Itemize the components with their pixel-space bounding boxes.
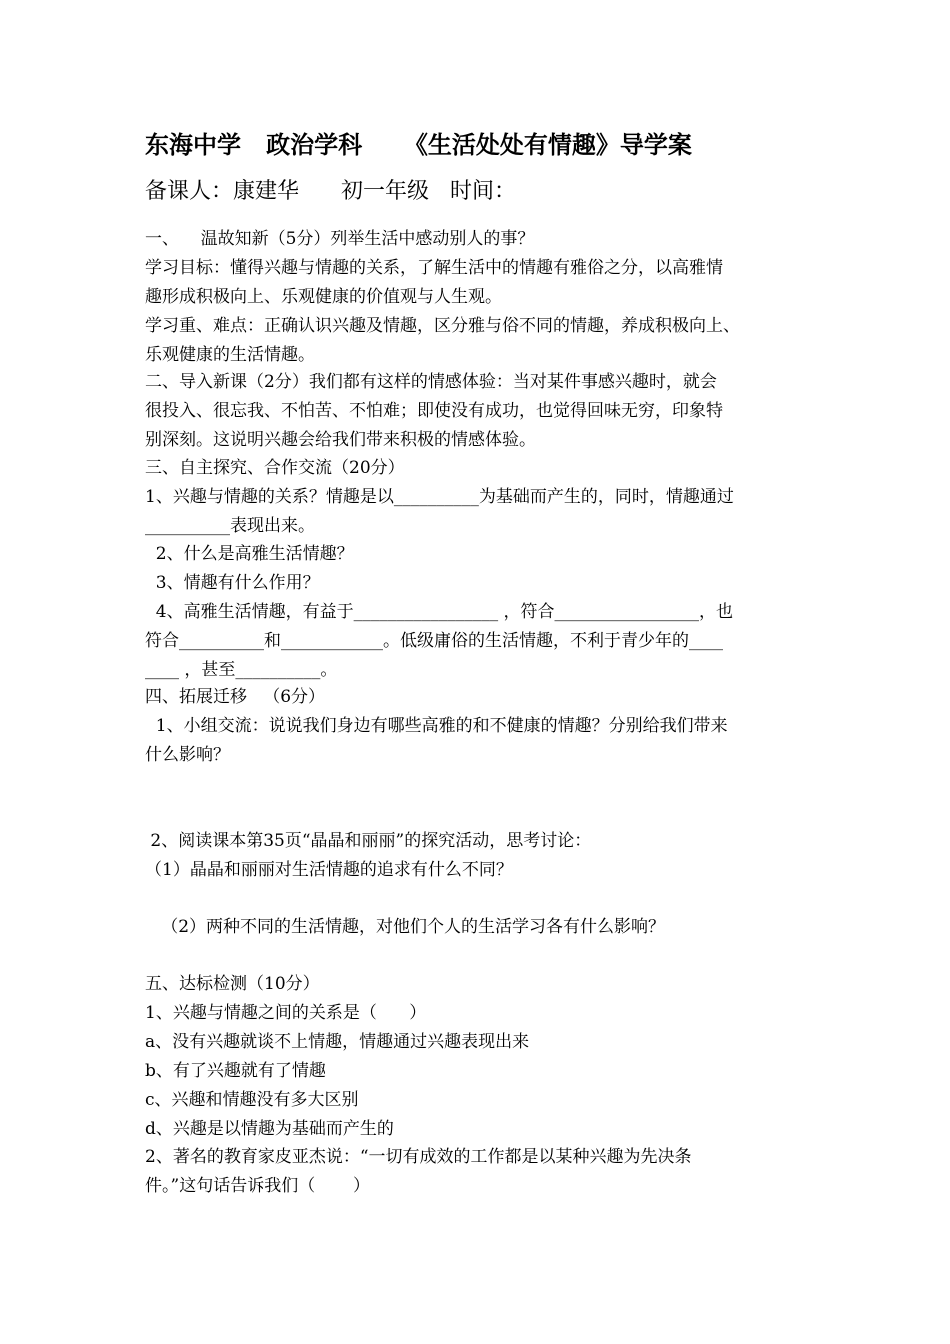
question-4-2-sub-2: （2）两种不同的生活情趣，对他们个人的生活学习各有什么影响？ — [145, 917, 666, 937]
section-2-line-3: 别深刻。这说明兴趣会给我们带来积极的情感体验。 — [145, 430, 536, 450]
question-3-2: 2、什么是高雅生活情趣？ — [145, 544, 354, 564]
key-points-line-2: 乐观健康的生活情趣。 — [145, 345, 315, 365]
key-points-line-1: 学习重、难点：正确认识兴趣及情趣，区分雅与俗不同的情趣，养成积极向上、 — [145, 316, 740, 336]
option-c: c、兴趣和情趣没有多大区别 — [145, 1090, 359, 1110]
question-3-1-line-2: __________表现出来。 — [145, 516, 315, 536]
document-subtitle: 备课人：康建华 初一年级 时间： — [145, 179, 516, 204]
option-b: b、有了兴趣就有了情趣 — [145, 1061, 326, 1081]
question-3-4-line-3: ____ ，甚至__________。 — [145, 660, 338, 680]
question-5-2-line-1: 2、著名的教育家皮亚杰说：“一切有成效的工作都是以某种兴趣为先决条 — [145, 1147, 692, 1167]
question-3-1-line-1: 1、兴趣与情趣的关系？情趣是以__________为基础而产生的，同时，情趣通过 — [145, 487, 734, 507]
learning-goal-line-2: 趣形成积极向上、乐观健康的价值观与人生观。 — [145, 287, 502, 307]
question-5-1: 1、兴趣与情趣之间的关系是（ ） — [145, 1003, 427, 1023]
question-4-2: 2、阅读课本第35页“晶晶和丽丽”的探究活动，思考讨论： — [145, 831, 592, 851]
question-4-1-line-2: 什么影响？ — [145, 745, 230, 765]
question-5-2-line-2: 件。”这句话告诉我们（ ） — [145, 1176, 371, 1196]
section-2-line-1: 二、导入新课（2分）我们都有这样的情感体验：当对某件事感兴趣时，就会 — [145, 372, 717, 392]
section-4-heading: 四、拓展迁移 （6分） — [145, 687, 326, 707]
question-3-4-line-1: 4、高雅生活情趣，有益于_________________ ，符合_________________，也 — [145, 602, 734, 622]
section-1-heading: 一、 温故知新（5分）列举生活中感动别人的事？ — [145, 229, 535, 249]
document-title: 东海中学 政治学科 《生活处处有情趣》导学案 — [145, 131, 692, 159]
option-a: a、没有兴趣就谈不上情趣，情趣通过兴趣表现出来 — [145, 1032, 530, 1052]
section-3-heading: 三、自主探究、合作交流（20分） — [145, 458, 405, 478]
option-d: d、兴趣是以情趣为基础而产生的 — [145, 1119, 394, 1139]
question-4-2-sub-1: （1）晶晶和丽丽对生活情趣的追求有什么不同？ — [145, 860, 513, 880]
question-3-3: 3、情趣有什么作用？ — [145, 573, 320, 593]
question-3-4-line-2: 符合__________和____________。低级庸俗的生活情趣，不利于青少年的____ — [145, 631, 723, 651]
question-4-1-line-1: 1、小组交流：说说我们身边有哪些高雅的和不健康的情趣？分别给我们带来 — [145, 716, 728, 736]
learning-goal-line-1: 学习目标：懂得兴趣与情趣的关系，了解生活中的情趣有雅俗之分，以高雅情 — [145, 258, 723, 278]
section-5-heading: 五、达标检测（10分） — [145, 974, 320, 994]
section-2-line-2: 很投入、很忘我、不怕苦、不怕难；即使没有成功，也觉得回味无穷，印象特 — [145, 401, 723, 421]
